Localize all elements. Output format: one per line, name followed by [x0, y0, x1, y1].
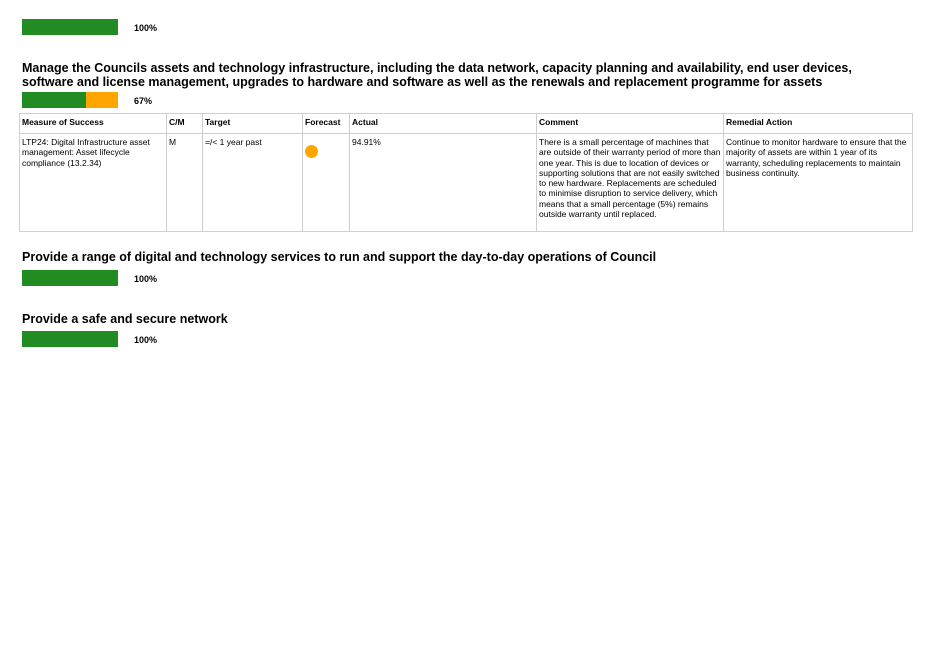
table-header-row: [20, 114, 913, 134]
progress-percent-label: 67%: [134, 96, 153, 106]
progress-bar-assets: [22, 92, 118, 108]
progress-percent-label: 100%: [134, 274, 158, 284]
section-heading-services: Provide a range of digital and technology services to run and support the day-to-day operations of Council: [22, 250, 657, 264]
cell-actual: 94.91%: [350, 134, 537, 232]
progress-bar-network: [22, 331, 118, 347]
forecast-status-dot-icon: [305, 145, 318, 158]
progress-green-segment: [22, 19, 118, 35]
progress-green-segment: [22, 331, 118, 347]
section-heading-assets: Manage the Councils assets and technology infrastructure, including the data network, capacity planning and availability, end user devices, software and license management, upgrades to hardware and software as well as the renewals and replacement programme for assets: [22, 61, 852, 89]
section-heading-network: Provide a safe and secure network: [22, 312, 228, 326]
header-comment: Comment: [537, 114, 724, 134]
header-cm: C/M: [167, 114, 203, 134]
progress-bar-services: [22, 270, 118, 286]
progress-percent-label: 100%: [134, 23, 158, 33]
cell-target: =/< 1 year past: [203, 134, 303, 232]
header-target: Target: [203, 114, 303, 134]
progress-green-segment: [22, 92, 86, 108]
header-measure-of-success: Measure of Success: [20, 114, 167, 134]
progress-green-segment: [22, 270, 118, 286]
header-actual: Actual: [350, 114, 537, 134]
header-remedial-action: Remedial Action: [724, 114, 913, 134]
cell-measure: LTP24: Digital Infrastructure asset management: Asset lifecycle compliance (13.2.34): [20, 134, 167, 232]
measures-table: [19, 113, 913, 232]
cell-comment: There is a small percentage of machines that are outside of their warranty period of more than one year. This is due to location of devices or supporting solutions that are not easily switched to new hardware. Replacements are scheduled to minimise disruption to service delivery, which means that a small percentage (5%) remains outside warranty until replaced.: [537, 134, 724, 232]
header-forecast: Forecast: [303, 114, 350, 134]
cell-forecast: [303, 134, 350, 232]
table-row: [20, 134, 913, 232]
progress-bar-top: [22, 19, 118, 35]
cell-cm: M: [167, 134, 203, 232]
cell-remedial-action: Continue to monitor hardware to ensure that the majority of assets are within 1 year of its warranty, scheduling replacements to maintain business continuity.: [724, 134, 913, 232]
progress-amber-segment: [86, 92, 118, 108]
progress-percent-label: 100%: [134, 335, 158, 345]
